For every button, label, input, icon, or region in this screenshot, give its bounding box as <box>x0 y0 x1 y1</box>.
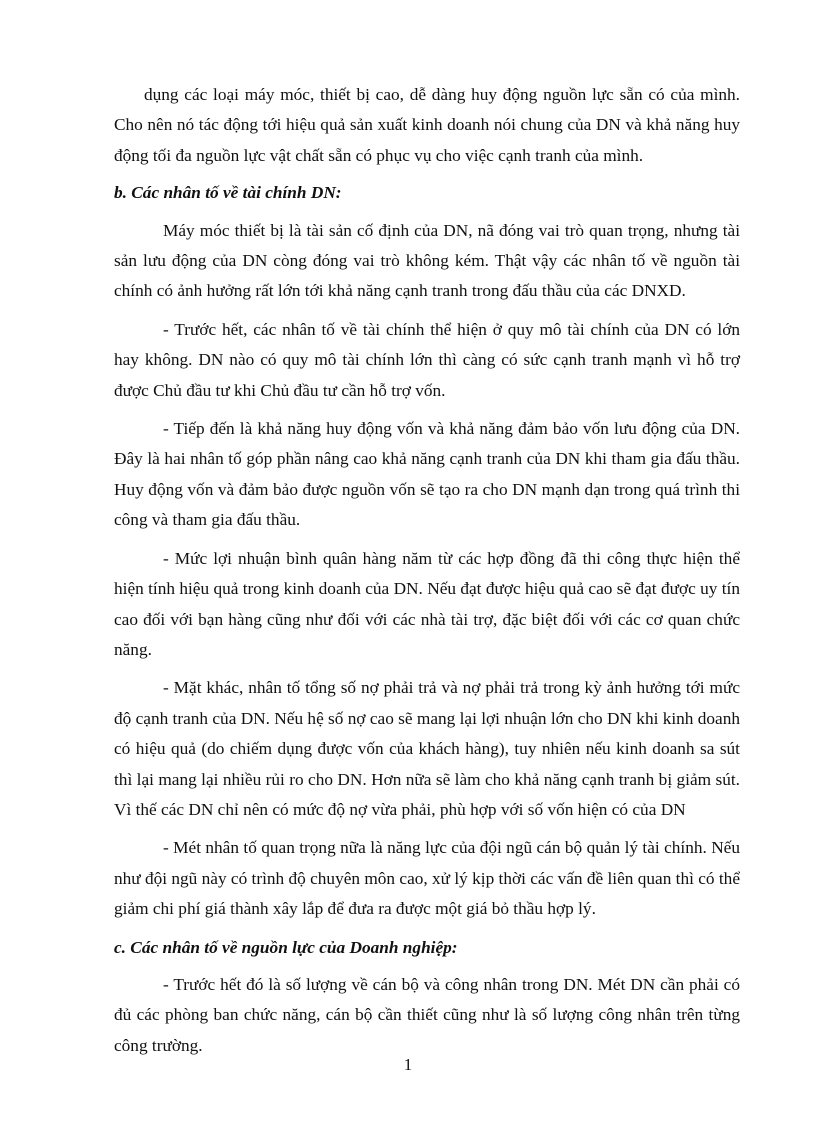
paragraph-3: - Trước hết, các nhân tố về tài chính thể hiện ở quy mô tài chính của DN có lớn hay không. DN nào có quy mô tài chính lớn thì càng có sức cạnh tranh mạnh vì hỗ trợ được Chủ đầu tư khi Chủ đầu tư cần hỗ trợ vốn. <box>114 319 740 400</box>
paragraph-7: - Mét nhân tố quan trọng nữa là năng lực của đội ngũ cán bộ quản lý tài chính. Nếu như đội ngũ này có trình độ chuyên môn cao, xử lý kịp thời các vấn đề liên quan thì có thể giảm chi phí giá thành xây lắp để đưa ra được một giá bỏ thầu hợp lý. <box>114 838 740 919</box>
paragraph-2: Máy móc thiết bị là tài sản cố định của DN, nã đóng vai trò quan trọng, nhưng tài sản lưu động của DN còng đóng vai trò không kém. Thật vậy các nhân tố về nguồn tài chính có ảnh hưởng rất lớn tới khả năng cạnh tranh trong đấu thầu của các DNXD. <box>114 220 740 301</box>
page-number: 1 <box>403 1055 413 1074</box>
paragraph-1: dụng các loại máy móc, thiết bị cao, dễ dàng huy động nguồn lực sẵn có của mình. Cho nên nó tác động tới hiệu quả sản xuất kinh doanh nói chung của DN và khả năng huy động tối đa nguồn lực vật chất sẵn có phục vụ cho việc cạnh tranh của mình. <box>114 85 740 165</box>
section-heading-b: b. Các nhân tố về tài chính DN: <box>114 183 342 203</box>
document-page <box>114 80 740 1069</box>
paragraph-5: - Mức lợi nhuận bình quân hàng năm từ các hợp đồng đã thi công thực hiện thể hiện tính hiệu quả trong kinh doanh của DN. Nếu đạt được hiệu quả cao sẽ đạt được uy tín cao đối với bạn hàng cũng như đối với các nhà tài trợ, đặc biệt đối với các cơ quan chức năng. <box>114 548 740 659</box>
section-heading-c: c. Các nhân tố về nguồn lực của Doanh nghiệp: <box>114 937 458 957</box>
paragraph-6: - Mặt khác, nhân tố tổng số nợ phải trả và nợ phải trả trong kỳ ảnh hưởng tới mức độ cạnh tranh của DN. Nếu hệ số nợ cao sẽ mang lại lợi nhuận lớn cho DN khi kinh doanh có hiệu quả (do chiếm dụng được vốn của khách hàng), tuy nhiên nếu kinh doanh sa sút thì lại mang lại nhiều rủi ro cho DN. Hơn nữa sẽ làm cho khả năng cạnh tranh bị giảm sút. Vì thế các DN chỉ nên có mức độ nợ vừa phải, phù hợp với số vốn hiện có của DN <box>114 678 740 819</box>
paragraph-8: - Trước hết đó là số lượng về cán bộ và công nhân trong DN. Mét DN cần phải có đủ các phòng ban chức năng, cán bộ cần thiết cũng như là số lượng công nhân trên từng công trường. <box>114 974 740 1055</box>
paragraph-4: - Tiếp đến là khả năng huy động vốn và khả năng đảm bảo vốn lưu động của DN. Đây là hai nhân tố góp phần nâng cao khả năng cạnh tranh của DN khi tham gia đấu thầu. Huy động vốn và đảm bảo được nguồn vốn sẽ tạo ra cho DN mạnh dạn trong quá trình thi công và tham gia đấu thầu. <box>114 419 740 530</box>
